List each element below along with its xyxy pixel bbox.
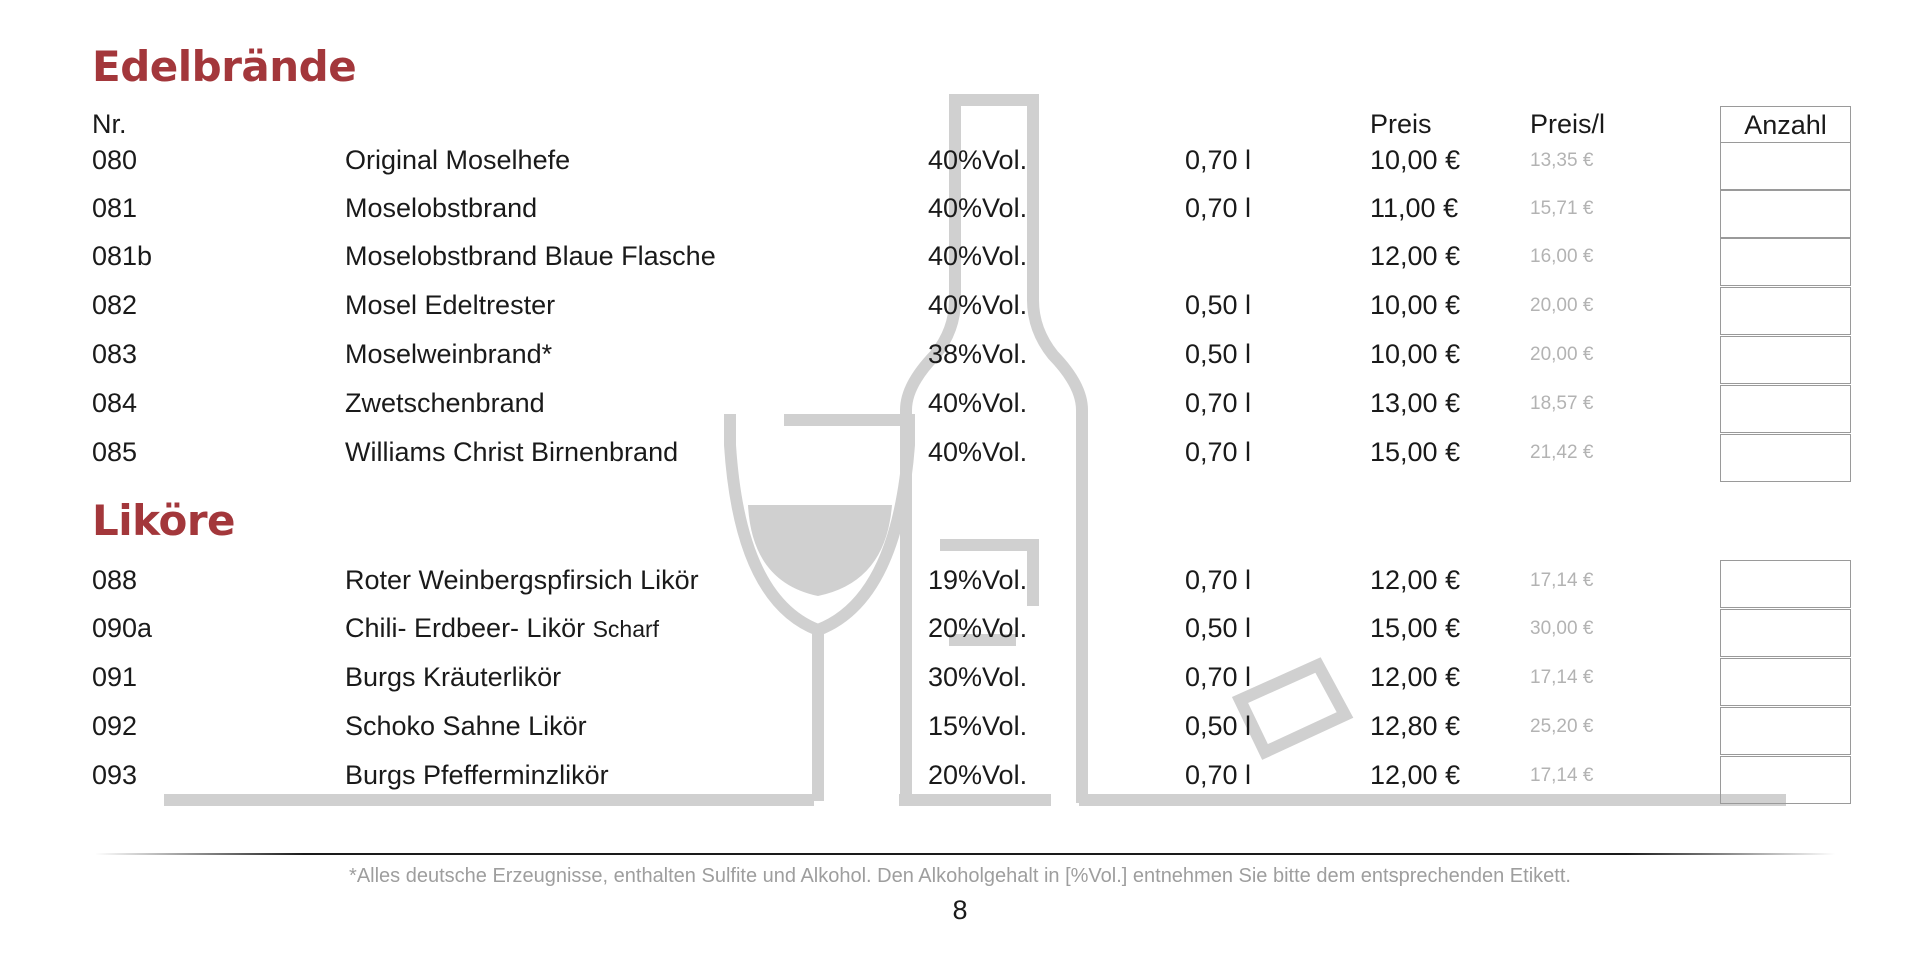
item-name: Moselweinbrand* [345, 339, 553, 369]
table-row [0, 604, 1920, 652]
quantity-field[interactable] [1720, 434, 1851, 482]
table-row [0, 281, 1920, 329]
item-number: 083 [92, 339, 138, 369]
item-alcohol: 40%Vol. [928, 437, 1028, 467]
item-volume: 0,70 l [1185, 193, 1252, 223]
table-row [0, 653, 1920, 701]
item-price: 12,00 € [1370, 565, 1461, 595]
item-name-suffix: Scharf [592, 616, 660, 642]
item-alcohol: 40%Vol. [928, 290, 1028, 320]
item-price-per-liter: 21,42 € [1530, 442, 1594, 463]
quantity-field[interactable] [1720, 560, 1851, 608]
item-name: Roter Weinbergspfirsich Likör [345, 565, 699, 595]
item-price: 10,00 € [1370, 145, 1461, 175]
quantity-field[interactable] [1720, 707, 1851, 755]
item-volume: 0,50 l [1185, 613, 1252, 643]
item-name: Original Moselhefe [345, 145, 571, 175]
quantity-field[interactable] [1720, 609, 1851, 657]
item-number: 082 [92, 290, 138, 320]
item-price-per-liter: 13,35 € [1530, 150, 1594, 171]
item-price: 12,00 € [1370, 662, 1461, 692]
item-alcohol: 20%Vol. [928, 760, 1028, 790]
item-alcohol: 40%Vol. [928, 145, 1028, 175]
item-price-per-liter: 25,20 € [1530, 716, 1594, 737]
item-name: Schoko Sahne Likör [345, 711, 587, 741]
item-price-per-liter: 17,14 € [1530, 765, 1594, 786]
table-row [0, 751, 1920, 799]
item-name: Burgs Kräuterlikör [345, 662, 562, 692]
quantity-field[interactable] [1720, 287, 1851, 335]
item-price-per-liter: 20,00 € [1530, 295, 1594, 316]
table-row [0, 184, 1920, 232]
item-volume: 0,50 l [1185, 711, 1252, 741]
section-title-edelbraende: Edelbrände [92, 42, 357, 91]
item-price-per-liter: 17,14 € [1530, 667, 1594, 688]
quantity-field[interactable] [1720, 336, 1851, 384]
item-alcohol: 40%Vol. [928, 193, 1028, 223]
item-price: 11,00 € [1370, 193, 1459, 223]
page-number: 8 [952, 895, 968, 925]
table-row [0, 379, 1920, 427]
item-volume: 0,70 l [1185, 388, 1252, 418]
quantity-field[interactable] [1720, 756, 1851, 804]
footnote: *Alles deutsche Erzeugnisse, enthalten Sulfite und Alkohol. Den Alkoholgehalt in [%Vol.] entnehmen Sie bitte dem entsprechenden Etikett. [349, 865, 1571, 887]
item-alcohol: 15%Vol. [928, 711, 1028, 741]
item-number: 084 [92, 388, 138, 418]
item-volume: 0,70 l [1185, 145, 1252, 175]
header-price-per-l: Preis/l [1530, 109, 1606, 139]
item-number: 093 [92, 760, 138, 790]
item-price: 12,00 € [1370, 241, 1461, 271]
item-number: 081 [92, 193, 138, 223]
item-price: 10,00 € [1370, 290, 1461, 320]
table-row [0, 556, 1920, 604]
item-number: 088 [92, 565, 138, 595]
item-volume: 0,70 l [1185, 437, 1252, 467]
item-volume: 0,70 l [1185, 662, 1252, 692]
item-price: 12,80 € [1370, 711, 1461, 741]
table-row [0, 702, 1920, 750]
table-row [0, 136, 1920, 184]
table-row [0, 428, 1920, 476]
quantity-field[interactable] [1720, 190, 1851, 238]
item-name: Zwetschenbrand [345, 388, 545, 418]
item-alcohol: 30%Vol. [928, 662, 1028, 692]
item-price: 10,00 € [1370, 339, 1461, 369]
footer-divider [95, 853, 1835, 855]
item-alcohol: 20%Vol. [928, 613, 1028, 643]
table-row [0, 232, 1920, 280]
item-name: Moselobstbrand [345, 193, 538, 223]
header-nr: Nr. [92, 109, 127, 139]
item-number: 090a [92, 613, 153, 643]
table-row [0, 330, 1920, 378]
item-alcohol: 40%Vol. [928, 388, 1028, 418]
item-name: Mosel Edeltrester [345, 290, 556, 320]
item-number: 080 [92, 145, 138, 175]
item-number: 085 [92, 437, 138, 467]
item-volume: 0,70 l [1185, 760, 1252, 790]
item-name: Chili- Erdbeer- Likör Scharf [345, 613, 660, 643]
header-quantity: Anzahl [1720, 106, 1851, 142]
item-alcohol: 38%Vol. [928, 339, 1028, 369]
item-volume: 0,50 l [1185, 290, 1252, 320]
quantity-field[interactable] [1720, 142, 1851, 190]
item-alcohol: 40%Vol. [928, 241, 1028, 271]
item-number: 091 [92, 662, 138, 692]
item-volume: 0,50 l [1185, 339, 1252, 369]
quantity-field[interactable] [1720, 238, 1851, 286]
item-price: 12,00 € [1370, 760, 1461, 790]
item-number: 081b [92, 241, 153, 271]
item-name: Moselobstbrand Blaue Flasche [345, 241, 716, 271]
section-title-likoere: Liköre [92, 496, 236, 545]
item-alcohol: 19%Vol. [928, 565, 1028, 595]
item-price-per-liter: 20,00 € [1530, 344, 1594, 365]
item-name: Williams Christ Birnenbrand [345, 437, 679, 467]
item-price-per-liter: 16,00 € [1530, 246, 1594, 267]
item-price: 15,00 € [1370, 437, 1461, 467]
quantity-field[interactable] [1720, 385, 1851, 433]
item-price-per-liter: 18,57 € [1530, 393, 1594, 414]
quantity-field[interactable] [1720, 658, 1851, 706]
item-price: 15,00 € [1370, 613, 1461, 643]
header-price: Preis [1370, 109, 1432, 139]
item-price-per-liter: 17,14 € [1530, 570, 1594, 591]
item-name: Burgs Pfefferminzlikör [345, 760, 609, 790]
item-volume: 0,70 l [1185, 565, 1252, 595]
item-number: 092 [92, 711, 138, 741]
item-price-per-liter: 15,71 € [1530, 198, 1594, 219]
item-price-per-liter: 30,00 € [1530, 618, 1594, 639]
item-price: 13,00 € [1370, 388, 1461, 418]
